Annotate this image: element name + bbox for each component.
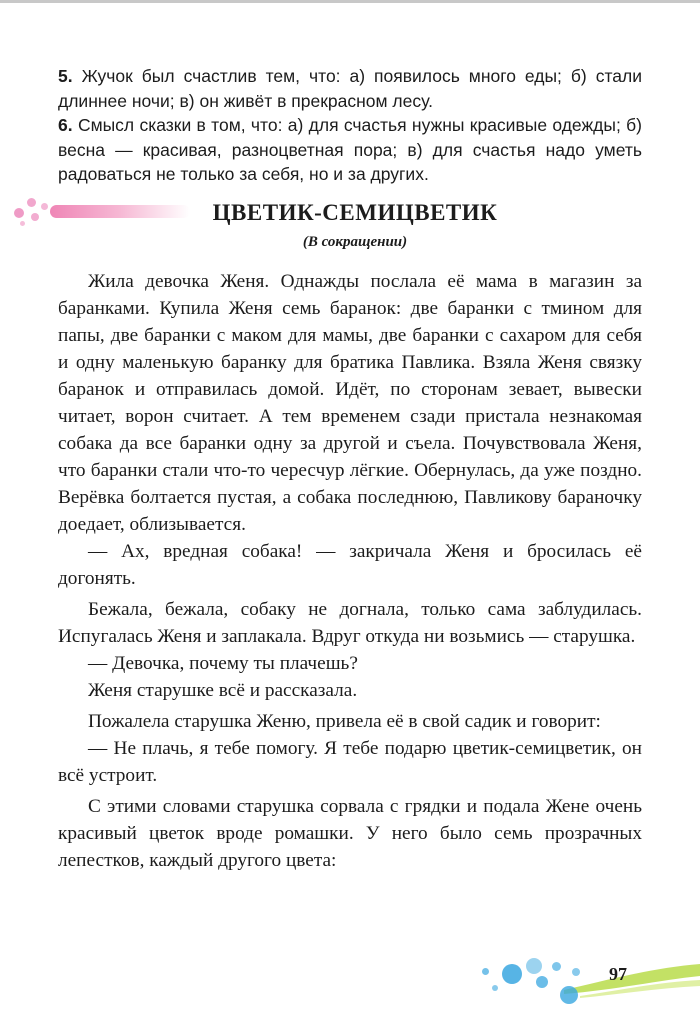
decor-dot bbox=[41, 203, 48, 210]
question-6 bbox=[58, 113, 642, 187]
decor-dot bbox=[20, 221, 25, 226]
footer-bubble bbox=[536, 976, 548, 988]
question-5 bbox=[58, 64, 642, 113]
title-decor-bar bbox=[50, 205, 190, 218]
question-text: Смысл сказки в том, что: а) для счастья нужны красивые одежды; б) весна — красивая, разноцветная пора; в) для счастья надо уметь радоваться не только за себя, но и за других. bbox=[58, 115, 642, 184]
story-paragraph: — Девочка, почему ты плачешь? bbox=[88, 653, 358, 674]
footer-bubble bbox=[552, 962, 561, 971]
story-paragraph: — Ах, вредная собака! — закричала Женя и бросилась её догонять. bbox=[58, 541, 642, 589]
footer-bubble bbox=[492, 985, 498, 991]
decor-dot bbox=[14, 208, 24, 218]
footer-bubble bbox=[526, 958, 542, 974]
story-subtitle: (В сокращении) bbox=[302, 234, 408, 250]
page-number: 97 bbox=[609, 964, 627, 984]
story-paragraph: Пожалела старушка Женю, привела её в свой садик и говорит: bbox=[88, 711, 601, 732]
question-text: Жучок был счастлив тем, что: а) появилось много еды; б) стали длиннее ночи; в) он живёт в прекрасном лесу. bbox=[58, 66, 642, 111]
story-paragraph: С этими словами старушка сорвала с грядки и подала Жене очень красивый цветок вроде ромашки. У него было семь прозрачных лепестков, каждый другого цвета: bbox=[58, 796, 642, 871]
question-number: 6. bbox=[58, 115, 73, 135]
footer-bubble bbox=[502, 964, 522, 984]
footer-bubble bbox=[572, 968, 580, 976]
decor-dot bbox=[27, 198, 36, 207]
story-paragraph: Бежала, бежала, собаку не догнала, только сама заблудилась. Испугалась Женя и заплакала. Вдруг откуда ни возьмись — старушка. bbox=[58, 599, 642, 647]
story-paragraph: Женя старушке всё и рассказала. bbox=[88, 680, 358, 701]
top-rule bbox=[0, 0, 700, 3]
footer-bubble bbox=[482, 968, 489, 975]
decor-dot bbox=[31, 213, 39, 221]
story-paragraph: Жила девочка Женя. Однажды послала её мама в магазин за баранками. Купила Женя семь баранок: две баранки с тмином для папы, две баранки с маком для мамы, две баранки с сахаром для себя и одну маленькую баранку для братика Павлика. Взяла Женя связку баранок и отправилась домой. Идёт, по сторонам зевает, вывески читает, ворон считает. А тем временем сзади пристала незнакомая собака да все баранки одну за другой и съела. Почувствовала Женя, что баранки стали что-то чересчур лёгкие. Обернулась, да уже поздно. Верёвка болтается пустая, а собака последнюю, Павликову бараночку доедает, облизывается. bbox=[58, 271, 642, 535]
footer-bubble bbox=[560, 986, 578, 1004]
question-number: 5. bbox=[58, 66, 73, 86]
story-title: ЦВЕТИК-СЕМИЦВЕТИК bbox=[212, 200, 498, 225]
questions-block bbox=[58, 64, 642, 187]
story-paragraph: — Не плачь, я тебе помогу. Я тебе подарю цветик-семицветик, он всё устроит. bbox=[58, 738, 642, 786]
story-text bbox=[58, 268, 642, 874]
